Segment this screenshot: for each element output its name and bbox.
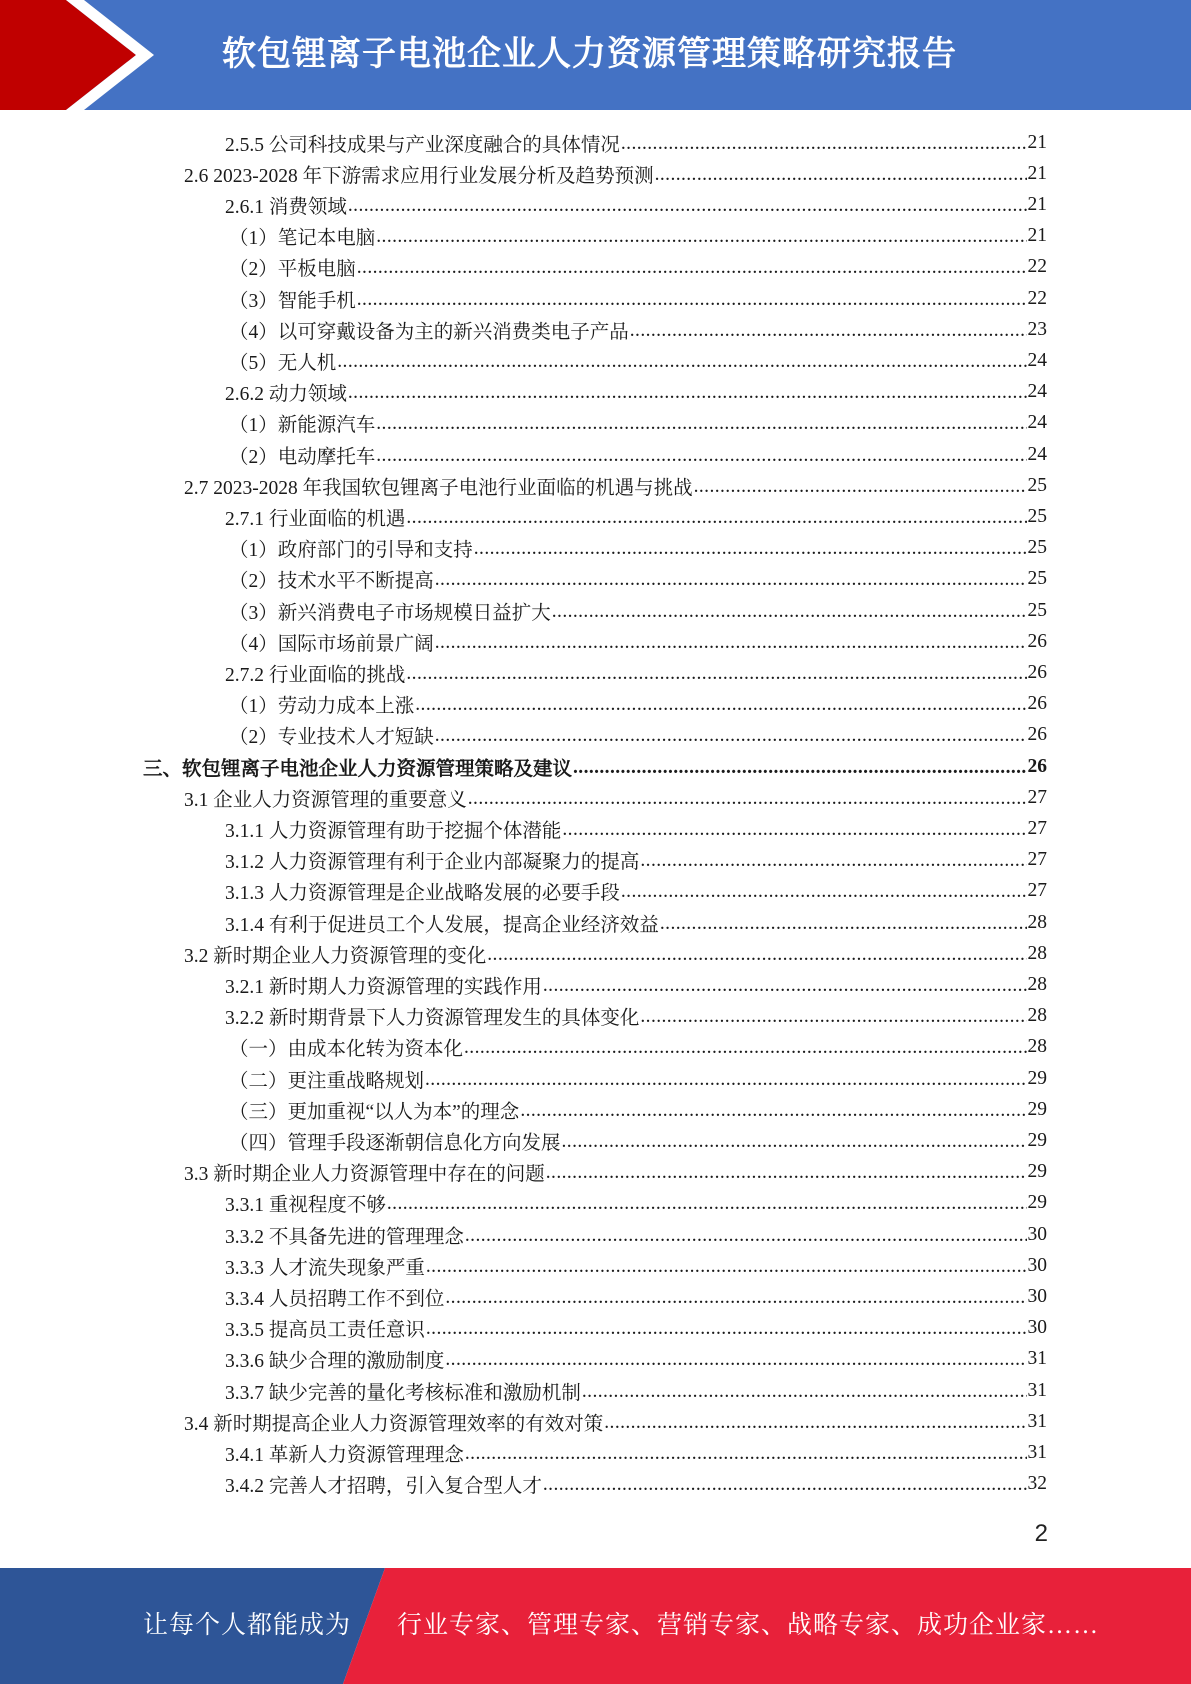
toc-leader-dots bbox=[546, 1162, 1027, 1184]
toc-entry-label: 2.6.2 动力领域 bbox=[225, 384, 347, 406]
toc-entry-label: 三、软包锂离子电池企业人力资源管理策略及建议 bbox=[143, 758, 573, 780]
toc-entry-page: 29 bbox=[1027, 1067, 1047, 1089]
toc-leader-dots bbox=[543, 975, 1027, 997]
toc-entry[interactable] bbox=[229, 1063, 1047, 1094]
toc-leader-dots bbox=[487, 944, 1026, 966]
toc-entry-label: 3.3.3 人才流失现象严重 bbox=[225, 1257, 425, 1279]
toc-entry-page: 31 bbox=[1027, 1348, 1047, 1370]
toc-leader-dots bbox=[337, 351, 1026, 373]
toc-entry[interactable] bbox=[225, 189, 1047, 220]
toc-leader-dots bbox=[445, 1349, 1026, 1371]
toc-entry-label: 3.1.4 有利于促进员工个人发展，提高企业经济效益 bbox=[225, 914, 659, 936]
toc-entry-page: 25 bbox=[1027, 599, 1047, 621]
toc-leader-dots bbox=[376, 445, 1026, 467]
toc-entry-page: 22 bbox=[1027, 287, 1047, 309]
toc-entry[interactable] bbox=[225, 845, 1047, 876]
report-title: 软包锂离子电池企业人力资源管理策略研究报告 bbox=[222, 34, 957, 74]
toc-entry-label: 2.7 2023-2028 年我国软包锂离子电池行业面临的机遇与挑战 bbox=[184, 477, 693, 499]
toc-entry-page: 26 bbox=[1027, 661, 1047, 683]
toc-entry[interactable] bbox=[225, 813, 1047, 844]
toc-entry[interactable] bbox=[229, 689, 1047, 720]
toc-leader-dots bbox=[552, 601, 1027, 623]
toc-entry[interactable] bbox=[225, 1281, 1047, 1312]
toc-entry[interactable] bbox=[184, 1406, 1047, 1437]
toc-entry-page: 24 bbox=[1027, 443, 1047, 465]
toc-entry-label: 3.3.4 人员招聘工作不到位 bbox=[225, 1288, 445, 1310]
toc-entry-label: （一）由成本化转为资本化 bbox=[229, 1039, 464, 1061]
toc-entry-page: 25 bbox=[1027, 505, 1047, 527]
toc-entry[interactable] bbox=[225, 1219, 1047, 1250]
toc-entry[interactable] bbox=[229, 1094, 1047, 1125]
toc-entry[interactable] bbox=[225, 1437, 1047, 1468]
toc-entry-label: 2.7.2 行业面临的挑战 bbox=[225, 664, 406, 686]
toc-entry-page: 31 bbox=[1027, 1410, 1047, 1432]
toc-entry-label: （四）管理手段逐渐朝信息化方向发展 bbox=[229, 1132, 561, 1154]
toc-leader-dots bbox=[357, 257, 1027, 279]
report-header bbox=[0, 0, 1191, 110]
toc-leader-dots bbox=[640, 850, 1026, 872]
toc-entry[interactable] bbox=[229, 283, 1047, 314]
toc-entry[interactable] bbox=[225, 907, 1047, 938]
toc-entry-label: 3.1.2 人力资源管理有利于企业内部凝聚力的提高 bbox=[225, 852, 640, 874]
toc-entry[interactable] bbox=[229, 439, 1047, 470]
toc-entry-page: 24 bbox=[1027, 349, 1047, 371]
toc-entry-page: 29 bbox=[1027, 1129, 1047, 1151]
toc-entry-label: （2）技术水平不断提高 bbox=[229, 571, 434, 593]
toc-entry-page: 24 bbox=[1027, 412, 1047, 434]
toc-entry[interactable] bbox=[143, 751, 1047, 782]
toc-entry-page: 30 bbox=[1027, 1223, 1047, 1245]
toc-entry-page: 30 bbox=[1027, 1254, 1047, 1276]
toc-entry-page: 27 bbox=[1027, 880, 1047, 902]
toc-entry-label: 3.1.1 人力资源管理有助于挖掘个体潜能 bbox=[225, 820, 562, 842]
toc-leader-dots bbox=[464, 1037, 1026, 1059]
toc-leader-dots bbox=[415, 694, 1026, 716]
toc-entry-label: 3.3 新时期企业人力资源管理中存在的问题 bbox=[184, 1164, 545, 1186]
toc-entry-label: 3.3.2 不具备先进的管理理念 bbox=[225, 1226, 464, 1248]
toc-entry[interactable] bbox=[229, 595, 1047, 626]
toc-entry[interactable] bbox=[225, 1001, 1047, 1032]
toc-leader-dots bbox=[582, 1381, 1027, 1403]
toc-entry-label: 3.3.6 缺少合理的激励制度 bbox=[225, 1351, 445, 1373]
toc-entry-page: 32 bbox=[1027, 1473, 1047, 1495]
toc-entry[interactable] bbox=[229, 533, 1047, 564]
toc-leader-dots bbox=[604, 1412, 1026, 1434]
toc-leader-dots bbox=[465, 1443, 1027, 1465]
toc-leader-dots bbox=[387, 1193, 1027, 1215]
toc-leader-dots bbox=[621, 133, 1027, 155]
toc-entry-label: 3.3.5 提高员工责任意识 bbox=[225, 1320, 425, 1342]
toc-entry-label: 3.1.3 人力资源管理是企业战略发展的必要手段 bbox=[225, 883, 620, 905]
toc-entry[interactable] bbox=[225, 1313, 1047, 1344]
toc-entry[interactable] bbox=[184, 158, 1047, 189]
toc-entry[interactable] bbox=[229, 626, 1047, 657]
toc-leader-dots bbox=[640, 1006, 1026, 1028]
toc-entry[interactable] bbox=[225, 1375, 1047, 1406]
toc-entry-page: 27 bbox=[1027, 786, 1047, 808]
toc-entry-page: 31 bbox=[1027, 1379, 1047, 1401]
toc-entry-label: （1）劳动力成本上涨 bbox=[229, 696, 415, 718]
toc-entry-label: 2.7.1 行业面临的机遇 bbox=[225, 508, 406, 530]
toc-entry-label: 3.4.1 革新人力资源管理理念 bbox=[225, 1444, 464, 1466]
toc-leader-dots bbox=[465, 1225, 1027, 1247]
toc-entry-label: （2）专业技术人才短缺 bbox=[229, 727, 434, 749]
toc-entry[interactable] bbox=[225, 501, 1047, 532]
toc-entry-page: 28 bbox=[1027, 942, 1047, 964]
toc-entry-label: （5）无人机 bbox=[229, 352, 337, 374]
toc-entry-page: 22 bbox=[1027, 256, 1047, 278]
toc-entry[interactable] bbox=[225, 127, 1047, 158]
footer-slogan-right: 行业专家、管理专家、营销专家、战略专家、成功企业家…… bbox=[397, 1612, 1100, 1639]
toc-entry-label: 2.6.1 消费领域 bbox=[225, 196, 347, 218]
toc-leader-dots bbox=[562, 819, 1026, 841]
toc-entry-label: （2）电动摩托车 bbox=[229, 446, 376, 468]
toc-entry[interactable] bbox=[225, 1250, 1047, 1281]
toc-leader-dots bbox=[426, 1256, 1027, 1278]
toc-entry[interactable] bbox=[229, 1125, 1047, 1156]
toc-entry-page: 28 bbox=[1027, 1036, 1047, 1058]
toc-entry[interactable] bbox=[225, 1344, 1047, 1375]
toc-entry[interactable] bbox=[229, 408, 1047, 439]
toc-entry-label: （1）笔记本电脑 bbox=[229, 228, 376, 250]
footer-slogan-left: 让每个人都能成为 bbox=[143, 1612, 352, 1639]
toc-entry-page: 26 bbox=[1027, 693, 1047, 715]
toc-entry-label: （3）新兴消费电子市场规模日益扩大 bbox=[229, 602, 551, 624]
toc-entry-label: 3.3.1 重视程度不够 bbox=[225, 1195, 386, 1217]
toc-entry[interactable] bbox=[184, 782, 1047, 813]
toc-leader-dots bbox=[435, 725, 1027, 747]
toc-leader-dots bbox=[543, 1474, 1027, 1496]
toc-entry-page: 26 bbox=[1027, 724, 1047, 746]
toc-entry-label: 3.4.2 完善人才招聘，引入复合型人才 bbox=[225, 1476, 542, 1498]
toc-entry[interactable] bbox=[229, 720, 1047, 751]
toc-entry-label: （2）平板电脑 bbox=[229, 259, 356, 281]
toc-entry-label: （1）新能源汽车 bbox=[229, 415, 376, 437]
toc-entry[interactable] bbox=[229, 314, 1047, 345]
toc-leader-dots bbox=[357, 289, 1027, 311]
footer-banner bbox=[0, 1568, 1191, 1684]
toc-leader-dots bbox=[348, 195, 1027, 217]
toc-leader-dots bbox=[630, 320, 1027, 342]
toc-entry-page: 25 bbox=[1027, 537, 1047, 559]
toc-entry-page: 28 bbox=[1027, 973, 1047, 995]
toc-entry-label: 3.1 企业人力资源管理的重要意义 bbox=[184, 789, 467, 811]
toc-entry-page: 23 bbox=[1027, 318, 1047, 340]
toc-entry[interactable] bbox=[225, 969, 1047, 1000]
toc-entry[interactable] bbox=[229, 221, 1047, 252]
toc-leader-dots bbox=[520, 1100, 1026, 1122]
toc-entry-page: 21 bbox=[1027, 193, 1047, 215]
toc-entry-label: 3.3.7 缺少完善的量化考核标准和激励机制 bbox=[225, 1382, 581, 1404]
toc-entry-page: 27 bbox=[1027, 849, 1047, 871]
toc-entry-page: 26 bbox=[1027, 755, 1047, 777]
toc-entry-page: 30 bbox=[1027, 1317, 1047, 1339]
toc-entry-label: （4）以可穿戴设备为主的新兴消费类电子产品 bbox=[229, 321, 629, 343]
toc-entry-page: 24 bbox=[1027, 381, 1047, 403]
toc-leader-dots bbox=[348, 382, 1027, 404]
toc-leader-dots bbox=[406, 663, 1026, 685]
toc-entry[interactable] bbox=[225, 876, 1047, 907]
toc-leader-dots bbox=[406, 507, 1026, 529]
toc-leader-dots bbox=[573, 757, 1026, 779]
toc-entry[interactable] bbox=[184, 470, 1047, 501]
toc-leader-dots bbox=[655, 164, 1027, 186]
toc-entry[interactable] bbox=[229, 252, 1047, 283]
toc-entry[interactable] bbox=[184, 1157, 1047, 1188]
toc-entry-page: 21 bbox=[1027, 162, 1047, 184]
toc-entry-page: 25 bbox=[1027, 474, 1047, 496]
toc-entry-label: 2.6 2023-2028 年下游需求应用行业发展分析及趋势预测 bbox=[184, 165, 654, 187]
toc-leader-dots bbox=[562, 1131, 1027, 1153]
toc-entry-page: 31 bbox=[1027, 1441, 1047, 1463]
toc-entry-page: 28 bbox=[1027, 1005, 1047, 1027]
toc-entry-page: 30 bbox=[1027, 1285, 1047, 1307]
toc-entry[interactable] bbox=[229, 1032, 1047, 1063]
toc-leader-dots bbox=[376, 413, 1026, 435]
toc-entry-label: （3）智能手机 bbox=[229, 290, 356, 312]
toc-entry-label: （二）更注重战略规划 bbox=[229, 1070, 425, 1092]
toc-entry[interactable] bbox=[229, 564, 1047, 595]
toc-entry-page: 26 bbox=[1027, 630, 1047, 652]
toc-entry[interactable] bbox=[225, 1469, 1047, 1500]
toc-entry-label: （4）国际市场前景广阔 bbox=[229, 633, 434, 655]
toc-leader-dots bbox=[694, 476, 1027, 498]
toc-entry-label: 3.2.2 新时期背景下人力资源管理发生的具体变化 bbox=[225, 1008, 640, 1030]
toc-entry-page: 21 bbox=[1027, 131, 1047, 153]
toc-entry[interactable] bbox=[225, 1188, 1047, 1219]
toc-leader-dots bbox=[445, 1287, 1026, 1309]
toc-entry-label: 3.4 新时期提高企业人力资源管理效率的有效对策 bbox=[184, 1413, 604, 1435]
toc-entry-label: 3.2 新时期企业人力资源管理的变化 bbox=[184, 945, 487, 967]
toc-entry-label: （三）更加重视“以人为本”的理念 bbox=[229, 1101, 520, 1123]
toc-entry-page: 29 bbox=[1027, 1098, 1047, 1120]
toc-entry-label: （1）政府部门的引导和支持 bbox=[229, 540, 473, 562]
toc-leader-dots bbox=[435, 632, 1027, 654]
toc-entry[interactable] bbox=[184, 938, 1047, 969]
toc-entry-label: 2.5.5 公司科技成果与产业深度融合的具体情况 bbox=[225, 134, 620, 156]
toc-entry-page: 21 bbox=[1027, 225, 1047, 247]
toc-leader-dots bbox=[468, 788, 1027, 810]
toc-leader-dots bbox=[660, 913, 1027, 935]
toc-leader-dots bbox=[425, 1069, 1026, 1091]
toc-entry-page: 28 bbox=[1027, 911, 1047, 933]
toc-leader-dots bbox=[435, 569, 1027, 591]
toc-entry[interactable] bbox=[225, 657, 1047, 688]
toc-leader-dots bbox=[376, 226, 1026, 248]
toc-leader-dots bbox=[426, 1318, 1027, 1340]
toc-entry-page: 29 bbox=[1027, 1192, 1047, 1214]
toc-entry-page: 29 bbox=[1027, 1161, 1047, 1183]
toc-entry-label: 3.2.1 新时期人力资源管理的实践作用 bbox=[225, 976, 542, 998]
toc-entry[interactable] bbox=[225, 377, 1047, 408]
toc-entry-page: 27 bbox=[1027, 817, 1047, 839]
red-arrow-decoration bbox=[0, 0, 200, 110]
page-number: 2 bbox=[1034, 1520, 1048, 1547]
toc-entry[interactable] bbox=[229, 345, 1047, 376]
toc-leader-dots bbox=[621, 881, 1027, 903]
toc-entry-page: 25 bbox=[1027, 568, 1047, 590]
toc-leader-dots bbox=[474, 538, 1027, 560]
